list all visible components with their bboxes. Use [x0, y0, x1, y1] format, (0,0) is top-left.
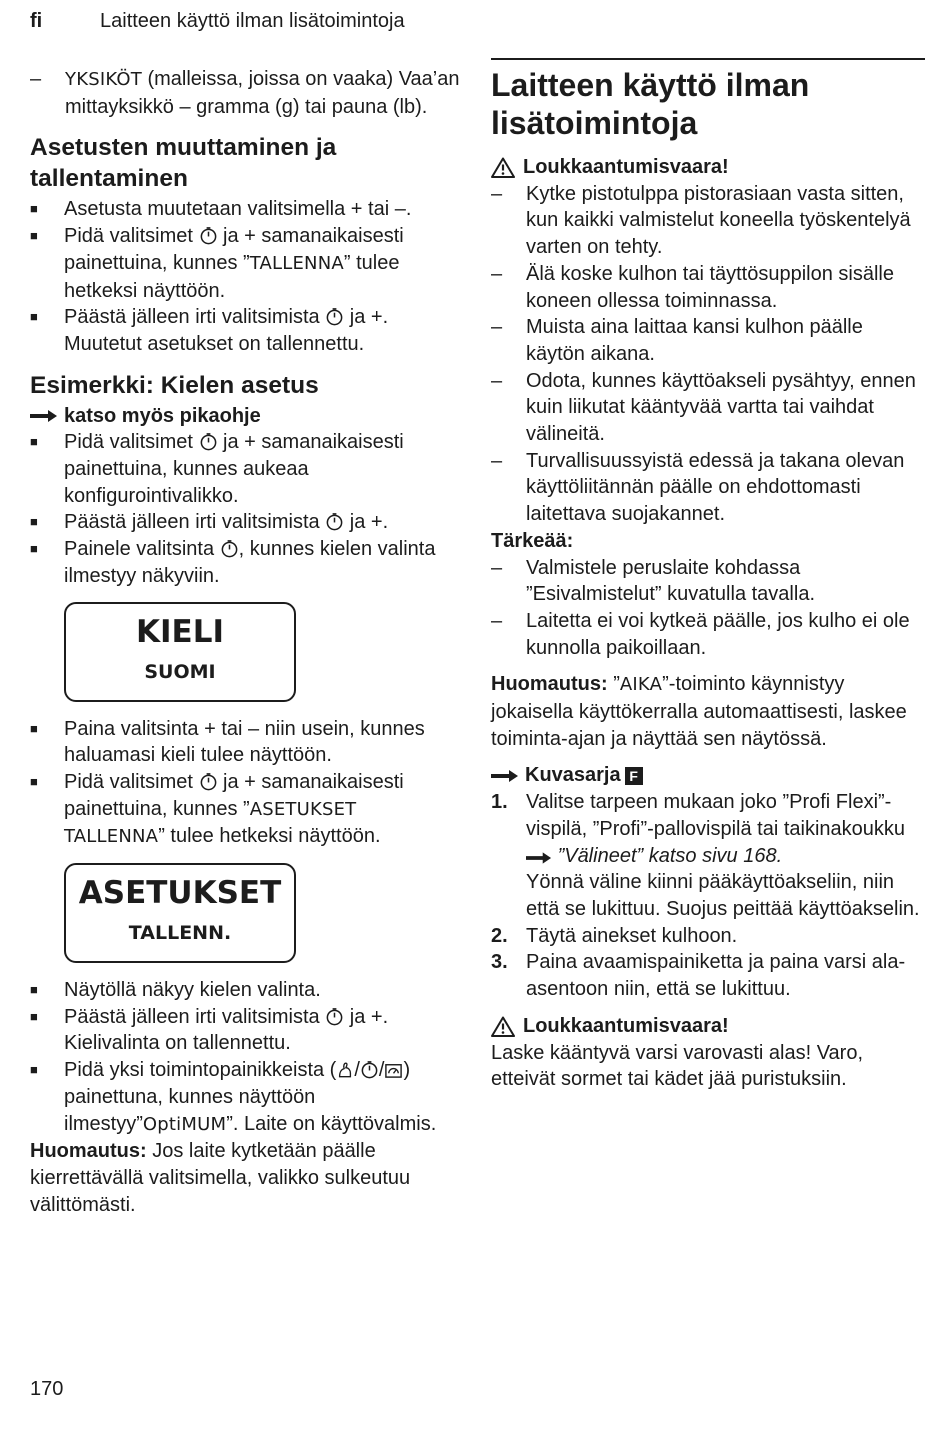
right-note: Huomautus: ”AIKA”-toiminto käynnistyy jokaisella käyttökerralla automaattisesti, laskee toiminta-ajan ja näyttää sen näytössä.	[491, 673, 907, 750]
language-code: fi	[30, 10, 43, 32]
important-item: – Valmistele peruslaite kohdassa ”Esivalmistelut” kuvatulla tavalla.	[491, 556, 815, 606]
step-2: 2. Täytä ainekset kulhoon.	[491, 924, 738, 947]
timer-icon	[199, 226, 218, 245]
timer-icon	[199, 772, 218, 791]
important-item: – Laitetta ei voi kytkeä päälle, jos kulho ei ole kunnolla paikoillaan.	[491, 609, 910, 659]
heading-example: Esimerkki: Kielen asetus	[30, 371, 319, 399]
section-rule	[491, 58, 925, 60]
warning-triangle-icon	[491, 1016, 515, 1037]
arrow-icon	[526, 851, 552, 865]
timer-icon	[220, 539, 239, 558]
units-item: – YKSIKÖT (malleissa, joissa on vaaka) Vaa’an mittayksikkö – gramma (g) tai pauna (lb).	[30, 68, 460, 118]
weighing-scale-icon	[384, 1060, 403, 1079]
save-bullet-1: ■ Asetusta muutetaan valitsimella + tai –.	[30, 198, 412, 221]
timer-icon	[199, 432, 218, 451]
display-language-sub: SUOMI	[144, 660, 216, 683]
display-language	[64, 602, 296, 702]
arrow-icon	[30, 409, 58, 423]
page-number: 170	[30, 1378, 64, 1400]
heading-save-settings: Asetusten muuttaminen ja tallentaminen	[30, 134, 337, 193]
kneading-program-icon	[336, 1060, 354, 1079]
example-bullet-5: ■ Pidä valitsimet ja + samanaikaisesti painettuina, kunnes ”ASETUKSET TALLENNA” tulee hetkeksi näyttöön.	[30, 770, 404, 848]
example-bullet-8: ■ Pidä yksi toimintopainikkeista ( / / ) painettuna, kunnes näyttöön ilmestyy”OptiMUM”. Laite on käyttövalmis.	[30, 1059, 437, 1135]
warning-triangle-icon	[491, 157, 515, 178]
timer-icon	[325, 1007, 344, 1026]
injury-warning-heading-2: Loukkaantumisvaara!	[491, 1013, 925, 1040]
right-column	[491, 58, 925, 1093]
page-header	[30, 8, 405, 34]
step-1: 1. Valitse tarpeen mukaan joko ”Profi Flexi”-vispilä, ”Profi”-pallovispilä tai taikinakoukku ”Välineet” katso sivu 168. Yönnä väline kiinni pääkäyttöakseliin, niin että se lukittuu. Suojus peittää käyttöakselin.	[491, 791, 920, 920]
example-bullet-4: ■ Paina valitsinta + tai – niin usein, kunnes haluamasi kieli tulee näyttöön.	[30, 717, 425, 767]
example-bullet-3: ■ Painele valitsinta , kunnes kielen valinta ilmestyy näkyviin.	[30, 538, 436, 587]
see-also-line: katso myös pikaohje	[30, 403, 462, 430]
example-bullet-2: ■ Päästä jälleen irti valitsimista ja +.	[30, 511, 389, 534]
warning-2-text: Laske kääntyvä varsi varovasti alas! Varo, etteivät sormet tai kädet jää puristuksiin.	[491, 1041, 864, 1091]
example-bullet-6: ■ Näytöllä näkyy kielen valinta.	[30, 979, 321, 1002]
main-heading: Laitteen käyttö ilman lisätoimintoja	[491, 67, 810, 141]
display-settings-sub: TALLENN.	[128, 922, 232, 945]
injury-warning-heading: Loukkaantumisvaara!	[491, 154, 925, 181]
series-f-badge: F	[625, 767, 643, 785]
header-title: Laitteen käyttö ilman lisätoimintoja	[100, 10, 405, 32]
warning-item: – Kytke pistotulppa pistorasiaan vasta sitten, kun kaikki valmistelut koneella työskentelyä varten on tehty.	[491, 182, 911, 259]
picture-series-ref: Kuvasarja F	[491, 762, 925, 789]
display-language-main: KIELI	[135, 613, 225, 650]
display-settings	[64, 863, 296, 963]
important-heading: Tärkeää:	[491, 529, 574, 552]
step-3: 3. Paina avaamispainiketta ja paina varsi ala-asentoon niin, että se lukittuu.	[491, 951, 906, 1001]
timer-icon	[325, 307, 344, 326]
warning-item: – Älä koske kulhon tai täyttösuppilon sisälle koneen ollessa toiminnassa.	[491, 262, 894, 312]
arrow-icon	[491, 769, 519, 783]
example-bullet-1: ■ Pidä valitsimet ja + samanaikaisesti painettuina, kunnes aukeaa konfigurointivalikko.	[30, 431, 404, 507]
left-column	[30, 66, 462, 1218]
example-bullet-7: ■ Päästä jälleen irti valitsimista ja +. Kielivalinta on tallennettu.	[30, 1005, 389, 1055]
timer-icon	[360, 1060, 379, 1079]
left-note: Huomautus: Jos laite kytketään päälle kierrettävällä valitsimella, valikko sulkeutuu välittömästi.	[30, 1140, 411, 1216]
display-settings-main: ASETUKSET	[78, 875, 282, 912]
save-bullet-2: ■ Pidä valitsimet ja + samanaikaisesti painettuina, kunnes ”TALLENNA” tulee hetkeksi näyttöön.	[30, 225, 404, 302]
warning-item: – Odota, kunnes käyttöakseli pysähtyy, ennen kuin liikutat kääntyvää vartta tai vaihdat välineitä.	[491, 369, 916, 446]
warning-item: – Turvallisuussyistä edessä ja takana olevan käyttöliitännän päälle on ehdottomasti laitettava suojakannet.	[491, 449, 905, 526]
warning-item: – Muista aina laittaa kansi kulhon päälle käytön aikana.	[491, 316, 863, 365]
units-text: (malleissa, joissa on vaaka) Vaa’an mittayksikkö – gramma (g) tai pauna (lb).	[65, 68, 460, 118]
timer-icon	[325, 512, 344, 531]
save-bullet-3: ■ Päästä jälleen irti valitsimista ja +. Muutetut asetukset on tallennettu.	[30, 306, 389, 355]
units-lcd-label: YKSIKÖT	[65, 69, 142, 90]
